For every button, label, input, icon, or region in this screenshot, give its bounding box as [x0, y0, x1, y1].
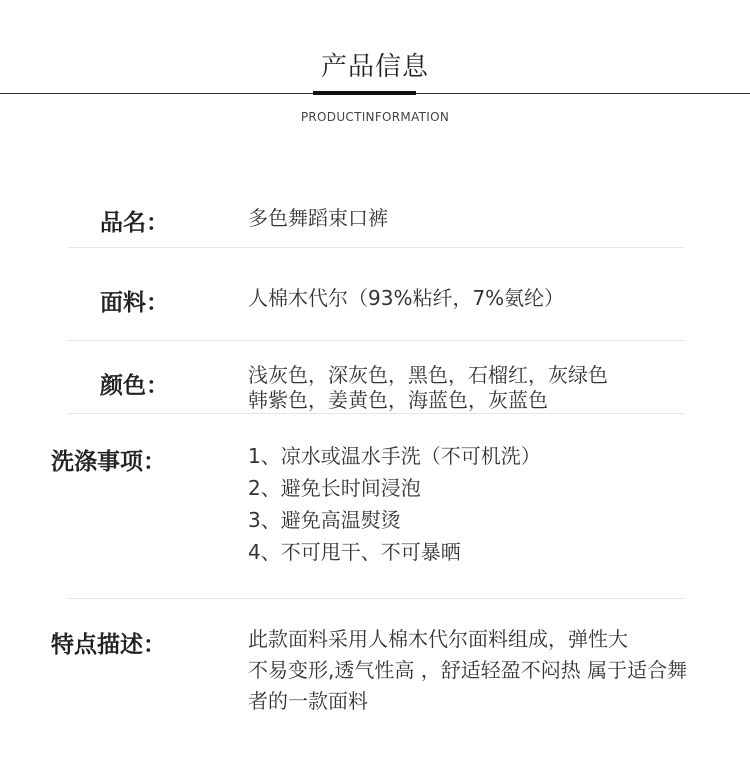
colors-label: 颜色： [100, 373, 169, 399]
row-separator [68, 340, 684, 341]
name-label: 品名： [100, 210, 169, 236]
care-line: 2、避免长时间浸泡 [248, 476, 421, 500]
fabric-value: 人棉木代尔（93%粘纤，7%氨纶） [248, 286, 565, 310]
care-line: 4、不可甩干、不可暴晒 [248, 540, 461, 564]
page-title: 产品信息 [320, 52, 429, 82]
fabric-label: 面料： [100, 290, 169, 316]
row-separator [68, 247, 684, 248]
page-subtitle: PRODUCTINFORMATION [300, 110, 450, 124]
row-separator [68, 413, 684, 414]
care-label: 洗涤事项： [51, 449, 166, 475]
row-separator [68, 598, 684, 599]
features-line: 不易变形,透气性高 ，舒适轻盈不闷热 属于适合舞 [248, 658, 688, 682]
title-divider-accent [313, 91, 416, 95]
features-label: 特点描述： [51, 632, 166, 658]
colors-line: 韩紫色，姜黄色，海蓝色，灰蓝色 [248, 388, 548, 412]
features-line: 此款面料采用人棉木代尔面料组成，弹性大 [248, 627, 628, 651]
colors-line: 浅灰色，深灰色，黑色，石榴红，灰绿色 [248, 363, 608, 387]
name-value: 多色舞蹈束口裤 [248, 206, 388, 230]
care-line: 1、凉水或温水手洗（不可机洗） [248, 444, 541, 468]
features-line: 者的一款面料 [248, 689, 368, 713]
care-line: 3、避免高温熨烫 [248, 508, 401, 532]
